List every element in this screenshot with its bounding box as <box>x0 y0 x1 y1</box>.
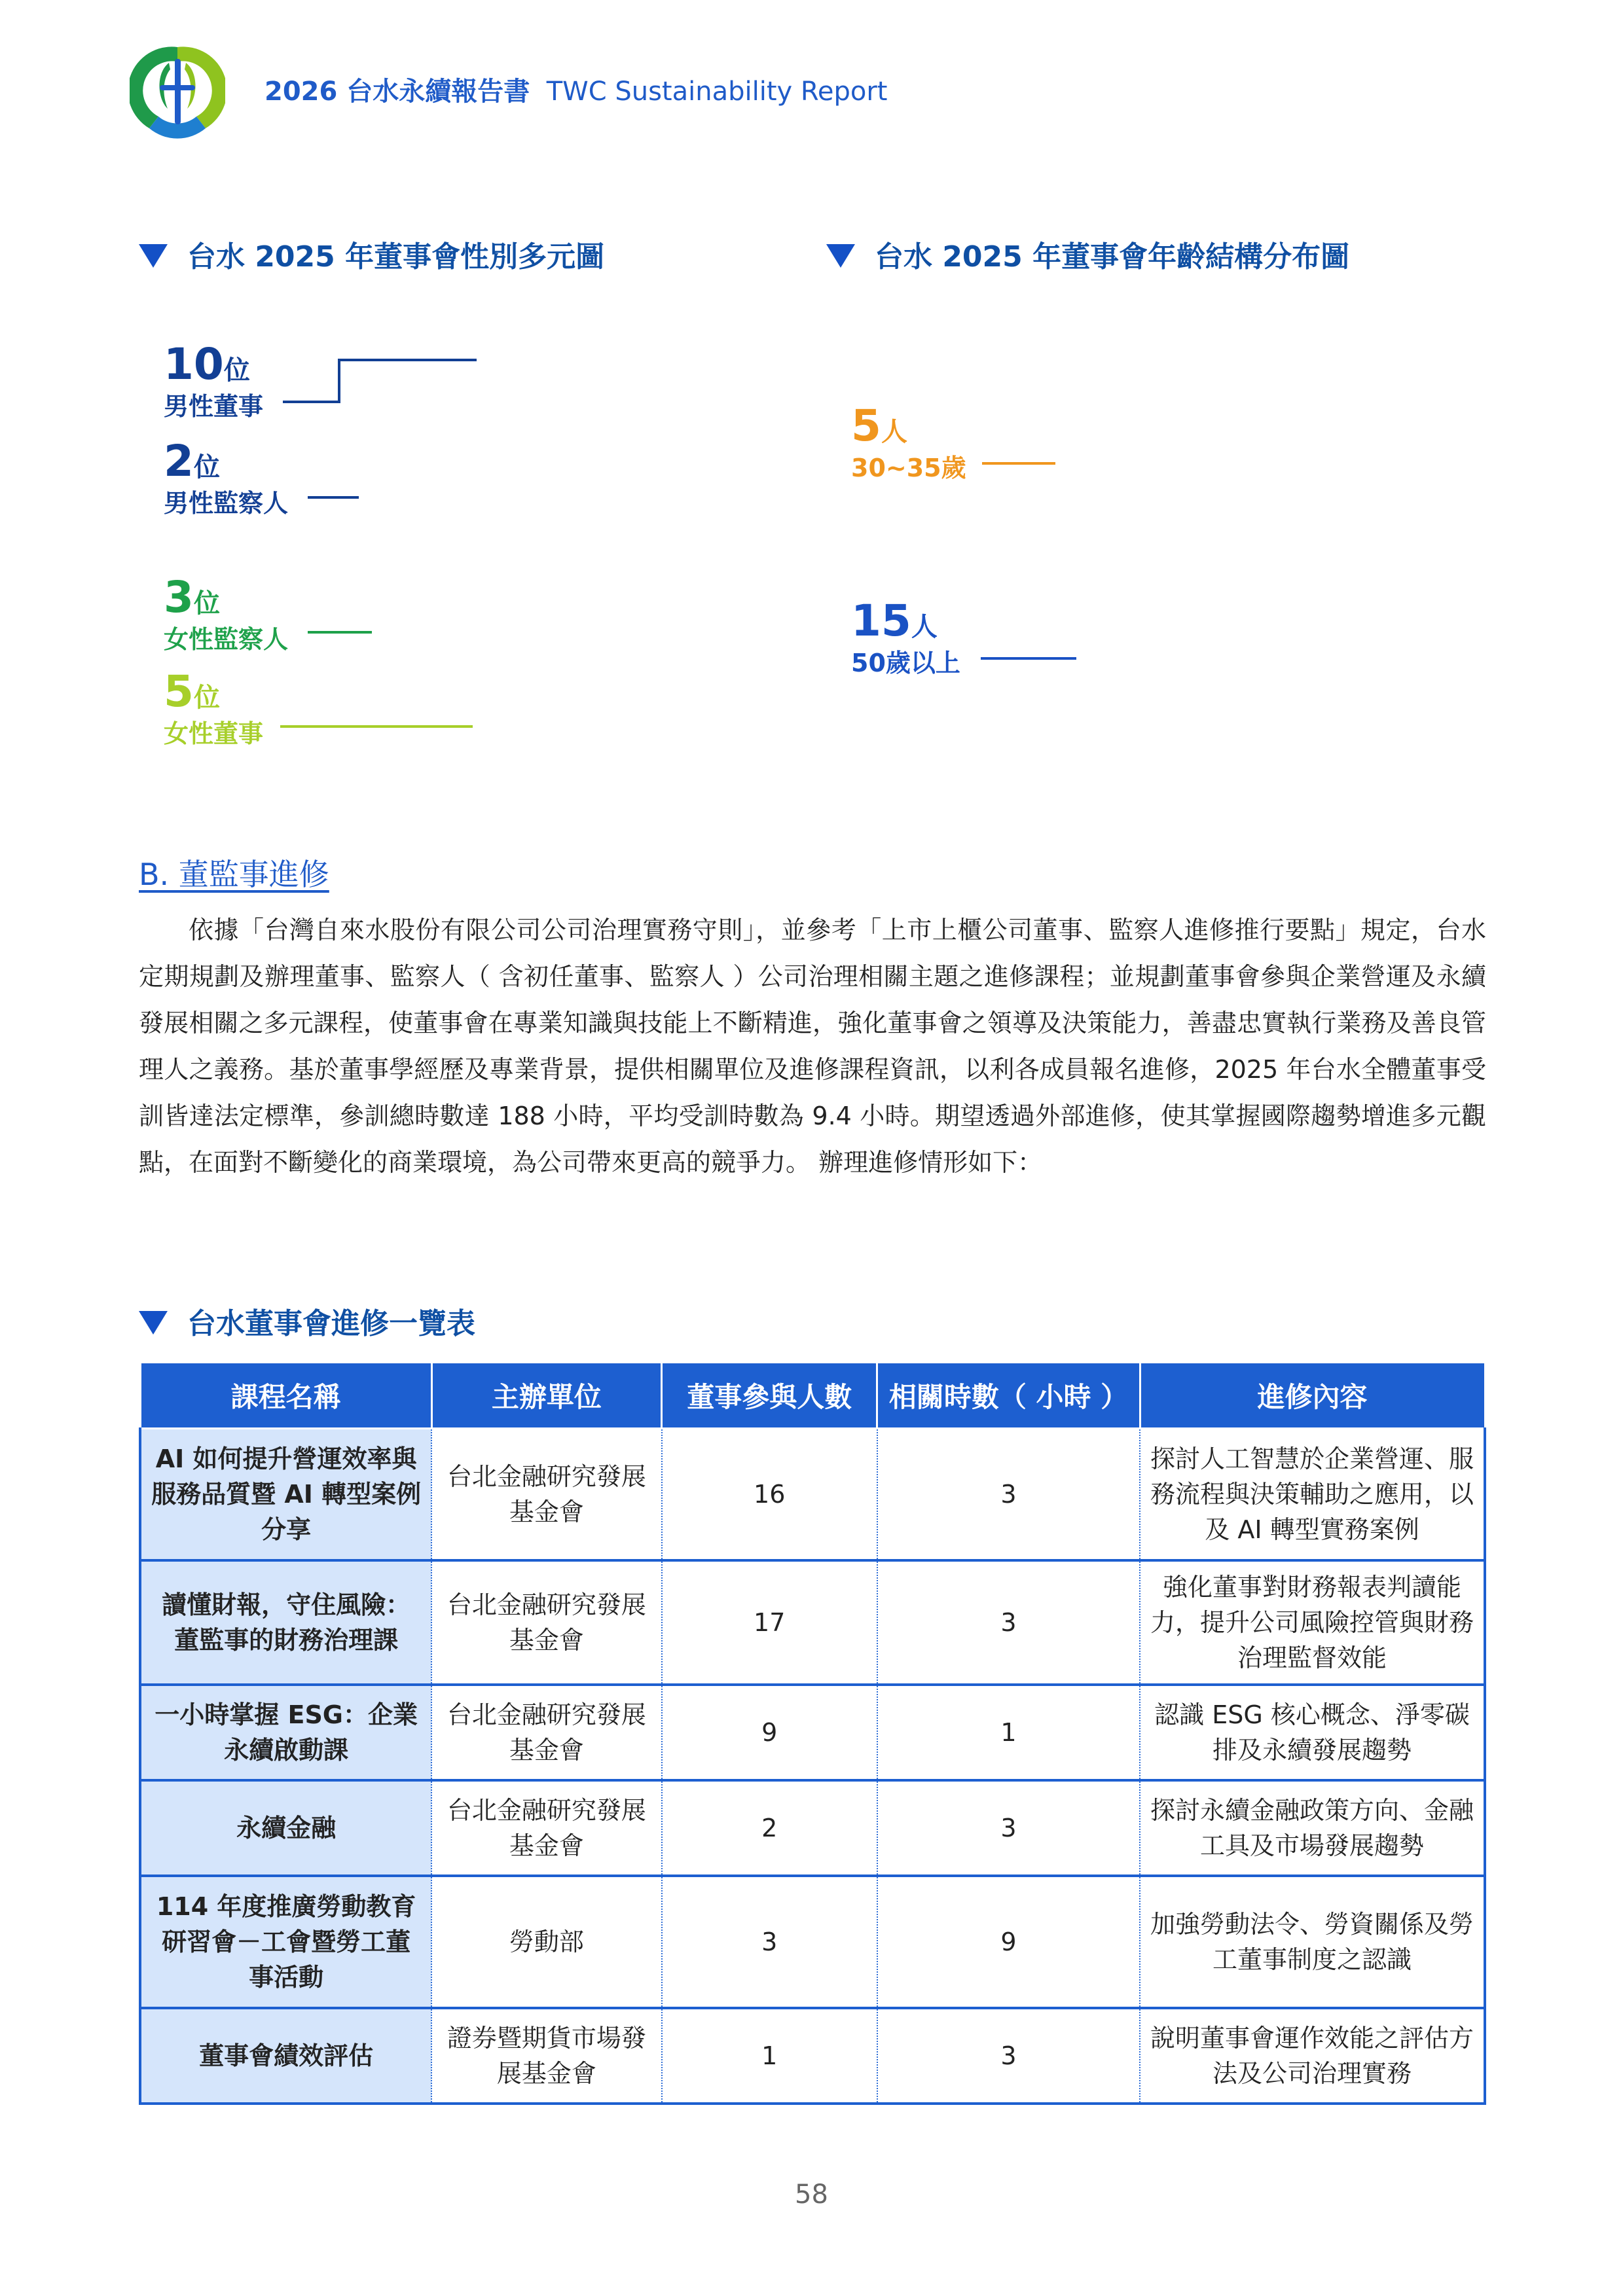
table-row <box>140 1560 1485 1685</box>
training-table <box>139 1361 1486 2105</box>
section-b-paragraph <box>139 907 1486 1186</box>
leader-line <box>338 359 340 403</box>
content-cell: 探討永續金融政策方向、金融工具及市場發展趨勢 <box>1140 1780 1485 1876</box>
participants-cell: 17 <box>662 1560 877 1685</box>
hours-cell: 3 <box>877 2008 1140 2104</box>
report-header-title-en: TWC Sustainability Report <box>546 77 888 107</box>
table-row <box>140 1780 1485 1876</box>
gender-item-num: 2 <box>164 436 194 486</box>
age-chart-title-text: 台水 2025 年董事會年齡結構分布圖 <box>875 240 1350 274</box>
table-row <box>140 1429 1485 1561</box>
age-chart-title <box>826 233 1349 275</box>
table-row <box>140 1876 1485 2008</box>
hours-cell: 3 <box>877 1780 1140 1876</box>
table-row <box>140 1685 1485 1780</box>
leader-line <box>280 725 473 728</box>
organizer-cell: 台北金融研究發展基金會 <box>431 1429 661 1561</box>
leader-line <box>981 657 1076 660</box>
gender-item-unit: 位 <box>193 452 220 482</box>
content-cell: 強化董事對財務報表判讀能力，提升公司風險控管與財務治理監督效能 <box>1140 1560 1485 1685</box>
age-item-50-plus <box>851 596 960 679</box>
age-item-unit: 人 <box>881 417 907 447</box>
gender-item-female-supervisors <box>164 572 289 655</box>
participants-cell: 16 <box>662 1429 877 1561</box>
gender-item-num: 3 <box>164 572 194 622</box>
gender-item-unit: 位 <box>193 588 220 619</box>
age-item-label: 30~35歲 <box>851 454 966 482</box>
hours-cell: 3 <box>877 1560 1140 1685</box>
age-item-num: 5 <box>851 401 881 451</box>
hours-cell: 1 <box>877 1685 1140 1780</box>
column-header: 主辦單位 <box>431 1363 661 1429</box>
age-item-num: 15 <box>851 596 911 646</box>
table-row <box>140 2008 1485 2104</box>
participants-cell: 9 <box>662 1685 877 1780</box>
organizer-cell: 台北金融研究發展基金會 <box>431 1780 661 1876</box>
column-header: 進修內容 <box>1140 1363 1485 1429</box>
gender-item-female-directors <box>164 666 264 749</box>
participants-cell: 3 <box>662 1876 877 2008</box>
training-table-title <box>139 1300 475 1342</box>
twc-logo-icon <box>130 43 225 139</box>
content-cell: 說明董事會運作效能之評估方法及公司治理實務 <box>1140 2008 1485 2104</box>
age-item-label: 50歲以上 <box>851 649 960 677</box>
participants-cell: 2 <box>662 1780 877 1876</box>
content-cell: 認識 ESG 核心概念、淨零碳排及永續發展趨勢 <box>1140 1685 1485 1780</box>
gender-item-label: 女性監察人 <box>164 625 289 654</box>
organizer-cell: 台北金融研究發展基金會 <box>431 1560 661 1685</box>
course-name-cell: 114 年度推廣勞動教育研習會－工會暨勞工董事活動 <box>140 1876 431 2008</box>
content-cell: 加強勞動法令、勞資關係及勞工董事制度之認識 <box>1140 1876 1485 2008</box>
gender-item-male-directors <box>164 339 264 422</box>
table-header-row <box>140 1363 1485 1429</box>
course-name-cell: AI 如何提升營運效率與服務品質暨 AI 轉型案例分享 <box>140 1429 431 1561</box>
participants-cell: 1 <box>662 2008 877 2104</box>
age-item-30-35 <box>851 401 966 484</box>
organizer-cell: 證券暨期貨市場發展基金會 <box>431 2008 661 2104</box>
triangle-bullet-icon <box>139 1311 168 1335</box>
section-b-heading: B. 董監事進修 <box>139 857 329 892</box>
gender-item-label: 男性董事 <box>164 392 264 421</box>
course-name-cell: 一小時掌握 ESG：企業永續啟動課 <box>140 1685 431 1780</box>
report-header-title <box>264 71 887 108</box>
column-header: 董事參與人數 <box>662 1363 877 1429</box>
gender-chart-title-text: 台水 2025 年董事會性別多元圖 <box>187 240 605 274</box>
gender-item-num: 5 <box>164 666 194 717</box>
triangle-bullet-icon <box>139 244 168 268</box>
organizer-cell: 勞動部 <box>431 1876 661 2008</box>
gender-item-label: 女性董事 <box>164 719 264 748</box>
hours-cell: 9 <box>877 1876 1140 2008</box>
column-header: 相關時數（ 小時 ） <box>877 1363 1140 1429</box>
gender-chart-title <box>139 233 604 275</box>
gender-item-num: 10 <box>164 339 224 389</box>
leader-line <box>982 462 1055 465</box>
paragraph-text: 依據「台灣自來水股份有限公司公司治理實務守則」，並參考「上市上櫃公司董事、監察人進修推行要點」規定，台水定期規劃及辦理董事、監察人（ 含初任董事、監察人 ）公司治理相關主題之進修課程；並規劃董事會參與企業營運及永續發展相關之多元課程，使董事會在專業知識與技能上不斷精進，強化董事會之領導及決策能力，善盡忠實執行業務及善良管理人之義務。基於董事學經歷及專業背景，提供相關單位及進修課程資訊，以利各成員報名進修，2025 年台水全體董事受訓皆達法定標準，參訓總時數達 188 小時，平均受訓時數為 9.4 小時。期望透過外部進修，使其掌握國際趨勢增進多元觀點，在面對不斷變化的商業環境，為公司帶來更高的競爭力。 辦理進修情形如下： <box>139 916 1486 1177</box>
leader-line <box>338 359 477 361</box>
page-number: 58 <box>795 2179 828 2210</box>
column-header: 課程名稱 <box>140 1363 431 1429</box>
training-table-title-text: 台水董事會進修一覽表 <box>187 1307 475 1340</box>
leader-line <box>308 496 359 499</box>
report-header-title-cn: 2026 台水永續報告書 <box>264 77 530 107</box>
course-name-cell: 董事會績效評估 <box>140 2008 431 2104</box>
course-name-cell: 讀懂財報，守住風險：董監事的財務治理課 <box>140 1560 431 1685</box>
organizer-cell: 台北金融研究發展基金會 <box>431 1685 661 1780</box>
age-item-unit: 人 <box>911 612 938 642</box>
gender-item-label: 男性監察人 <box>164 489 289 518</box>
gender-item-unit: 位 <box>223 355 250 386</box>
gender-item-male-supervisors <box>164 436 289 519</box>
course-name-cell: 永續金融 <box>140 1780 431 1876</box>
triangle-bullet-icon <box>826 244 855 268</box>
content-cell: 探討人工智慧於企業營運、服務流程與決策輔助之應用，以及 AI 轉型實務案例 <box>1140 1429 1485 1561</box>
gender-item-unit: 位 <box>193 683 220 713</box>
leader-line <box>283 401 339 403</box>
leader-line <box>308 631 372 634</box>
hours-cell: 3 <box>877 1429 1140 1561</box>
